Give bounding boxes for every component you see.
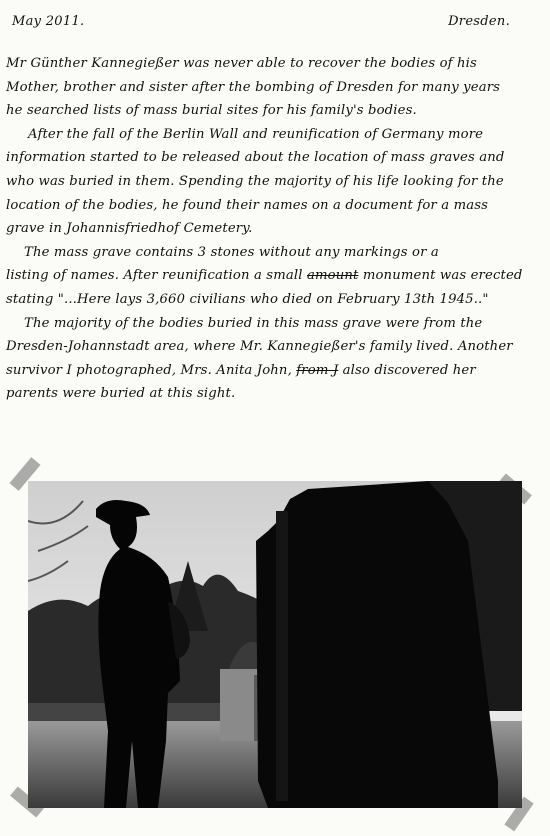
note-line: Mr Günther Kannegießer was never able to recover the bodies of his [6, 56, 477, 71]
note-line: The mass grave contains 3 stones without any markings or a [24, 244, 439, 260]
note-line: After the fall of the Berlin Wall and reunification of Germany more [28, 126, 484, 142]
note-line: Mother, brother and sister after the bombing of Dresden for many years [6, 79, 501, 95]
note-fragment: listing of names. After reunification a small [6, 268, 303, 284]
cemetery-photo [28, 481, 522, 808]
note-line: The majority of the bodies buried in this mass grave were from the [24, 315, 483, 331]
note-fragment: survivor I photographed, Mrs. Anita John, [6, 362, 292, 378]
note-line [6, 264, 542, 288]
note-line: grave in Johannisfriedhof Cemetery. [6, 221, 253, 237]
cemetery-photo-image [28, 481, 522, 808]
entry-place: Dresden. [448, 14, 510, 29]
crossed-out-word: from J [296, 362, 339, 378]
note-line: who was buried in them. Spending the majority of his life looking for the [6, 173, 504, 189]
crossed-out-word: amount [306, 268, 359, 284]
note-line: Dresden-Johannstadt area, where Mr. Kannegießer's family lived. Another [6, 339, 513, 355]
note-line: he searched lists of mass burial sites for his family's bodies. [6, 103, 417, 119]
note-fragment: monument was erected [362, 268, 523, 284]
note-fragment: also discovered her [342, 362, 476, 378]
note-line: information started to be released about the location of mass graves and [6, 150, 505, 166]
entry-date: May 2011. [12, 14, 85, 29]
note-line [6, 359, 542, 383]
note-line: parents were buried at this sight. [6, 386, 236, 402]
handwritten-note [6, 52, 542, 406]
note-line: location of the bodies, he found their names on a document for a mass [6, 197, 489, 213]
note-line: stating "...Here lays 3,660 civilians who died on February 13th 1945.." [6, 291, 489, 307]
